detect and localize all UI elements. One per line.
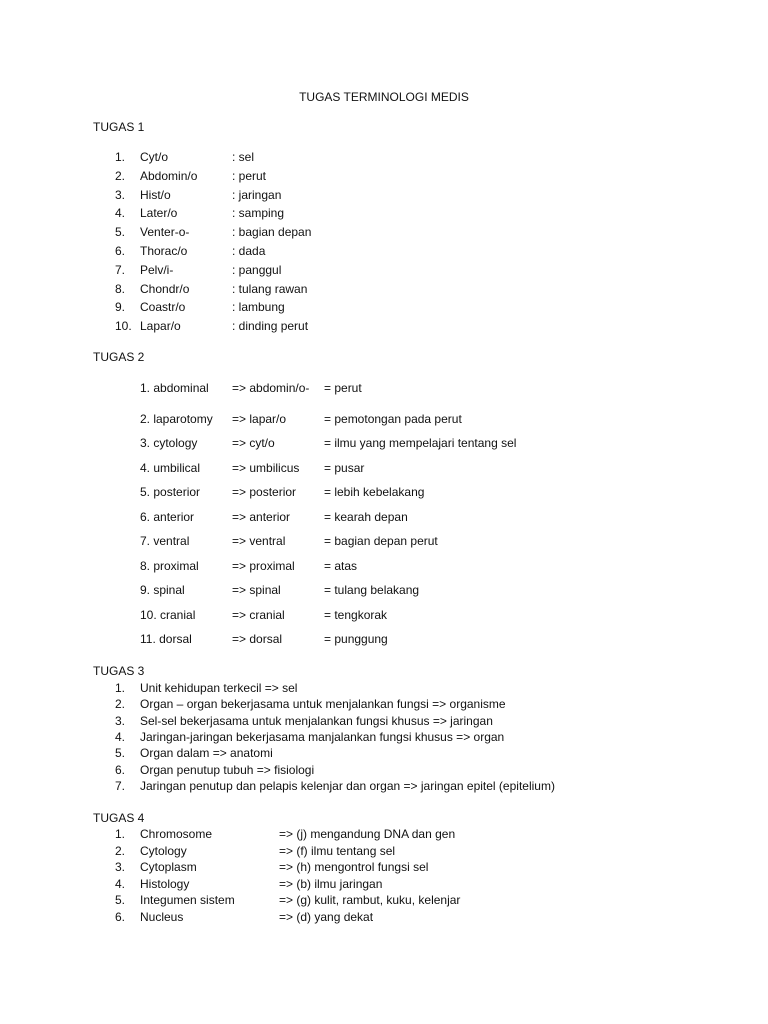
term: 1. abdominal: [140, 381, 209, 395]
term: Cytoplasm: [140, 860, 197, 875]
list-item: [0, 892, 768, 908]
definition: : dinding perut: [232, 319, 309, 334]
item-number: 6.: [115, 910, 126, 924]
item-number: 2.: [115, 697, 126, 712]
list-item: [0, 909, 768, 925]
term: Cytology: [140, 843, 187, 858]
item-number: 5.: [115, 893, 126, 908]
meaning: = pusar: [324, 460, 365, 475]
answer: => (h) mengontrol fungsi sel: [279, 860, 429, 875]
definition: : jaringan: [232, 187, 282, 202]
definition: : perut: [232, 168, 267, 183]
root-word: => anterior: [232, 509, 291, 524]
tugas-3-heading: TUGAS 3: [93, 664, 145, 678]
root-word: => cyt/o: [232, 436, 275, 451]
meaning: = punggung: [324, 631, 388, 646]
answer: => (b) ilmu jaringan: [279, 876, 383, 891]
term: Thorac/o: [140, 244, 188, 258]
term: Pelv/i-: [140, 262, 174, 277]
statement: Sel-sel bekerjasama untuk menjalankan fungsi khusus => jaringan: [140, 713, 493, 728]
item-number: 1.: [115, 681, 126, 695]
item-number: 1.: [115, 150, 126, 164]
statement: Organ – organ bekerjasama untuk menjalankan fungsi => organisme: [140, 697, 506, 712]
definition: : samping: [232, 206, 285, 221]
item-number: 4.: [115, 206, 126, 221]
root-word: => lapar/o: [232, 412, 287, 426]
item-number: 5.: [115, 225, 126, 240]
root-word: => dorsal: [232, 631, 283, 646]
item-number: 9.: [115, 300, 126, 315]
term: Cyt/o: [140, 150, 169, 164]
statement: Organ penutup tubuh => fisiologi: [140, 762, 315, 777]
meaning: = lebih kebelakang: [324, 485, 425, 500]
term: 3. cytology: [140, 436, 198, 451]
term: 4. umbilical: [140, 460, 201, 475]
definition: : tulang rawan: [232, 281, 308, 296]
definition: : dada: [232, 244, 266, 258]
meaning: = bagian depan perut: [324, 534, 438, 549]
definition: : sel: [232, 150, 255, 164]
list-item: [0, 859, 768, 875]
term: 2. laparotomy: [140, 412, 213, 426]
list-item: [0, 843, 768, 859]
tugas-4-heading: TUGAS 4: [93, 811, 145, 825]
item-number: 7.: [115, 778, 126, 793]
term: Histology: [140, 876, 190, 891]
term: Chromosome: [140, 827, 213, 841]
item-number: 2.: [115, 168, 126, 183]
statement: Jaringan-jaringan bekerjasama manjalankan fungsi khusus => organ: [140, 729, 505, 744]
item-number: 4.: [115, 876, 126, 891]
term: Later/o: [140, 206, 178, 221]
statement: Unit kehidupan terkecil => sel: [140, 681, 298, 695]
item-number: 8.: [115, 281, 126, 296]
item-number: 4.: [115, 729, 126, 744]
term: 8. proximal: [140, 558, 199, 573]
item-number: 6.: [115, 244, 126, 258]
term: Coastr/o: [140, 300, 186, 315]
item-number: 3.: [115, 860, 126, 875]
meaning: = pemotongan pada perut: [324, 412, 462, 426]
list-item: [0, 826, 768, 842]
definition: : bagian depan: [232, 225, 312, 240]
answer: => (f) ilmu tentang sel: [279, 843, 396, 858]
term: 11. dorsal: [140, 631, 192, 646]
term: 7. ventral: [140, 534, 190, 549]
item-number: 10.: [115, 319, 132, 334]
item-number: 2.: [115, 843, 126, 858]
item-number: 7.: [115, 262, 126, 277]
root-word: => abdomin/o-: [232, 381, 310, 395]
root-word: => posterior: [232, 485, 297, 500]
answer: => (j) mengandung DNA dan gen: [279, 827, 456, 841]
term: Nucleus: [140, 910, 184, 924]
meaning: = perut: [324, 381, 362, 395]
item-number: 3.: [115, 713, 126, 728]
item-number: 6.: [115, 762, 126, 777]
term: Lapar/o: [140, 319, 181, 334]
term: Integumen sistem: [140, 893, 235, 908]
item-number: 3.: [115, 187, 126, 202]
definition: : panggul: [232, 262, 282, 277]
root-word: => ventral: [232, 534, 286, 549]
tugas-2-heading: TUGAS 2: [93, 350, 145, 364]
list-item: [0, 876, 768, 892]
term: Abdomin/o: [140, 168, 198, 183]
term: Venter-o-: [140, 225, 190, 240]
root-word: => proximal: [232, 558, 295, 573]
meaning: = atas: [324, 558, 358, 573]
term: 10. cranial: [140, 607, 196, 622]
statement: Organ dalam => anatomi: [140, 746, 273, 761]
root-word: => umbilicus: [232, 460, 300, 475]
meaning: = tengkorak: [324, 607, 388, 622]
item-number: 1.: [115, 827, 126, 841]
term: 9. spinal: [140, 583, 185, 598]
term: Chondr/o: [140, 281, 190, 296]
root-word: => spinal: [232, 583, 281, 598]
tugas-1-heading: TUGAS 1: [93, 120, 145, 134]
definition: : lambung: [232, 300, 285, 315]
root-word: => cranial: [232, 607, 285, 622]
statement: Jaringan penutup dan pelapis kelenjar dan organ => jaringan epitel (epitelium): [140, 778, 555, 793]
document-title: TUGAS TERMINOLOGI MEDIS: [299, 90, 469, 104]
meaning: = ilmu yang mempelajari tentang sel: [324, 436, 517, 451]
meaning: = kearah depan: [324, 509, 408, 524]
item-number: 5.: [115, 746, 126, 761]
answer: => (d) yang dekat: [279, 910, 374, 924]
term: Hist/o: [140, 187, 171, 202]
term: 6. anterior: [140, 509, 195, 524]
answer: => (g) kulit, rambut, kuku, kelenjar: [279, 893, 461, 908]
term: 5. posterior: [140, 485, 201, 500]
meaning: = tulang belakang: [324, 583, 420, 598]
